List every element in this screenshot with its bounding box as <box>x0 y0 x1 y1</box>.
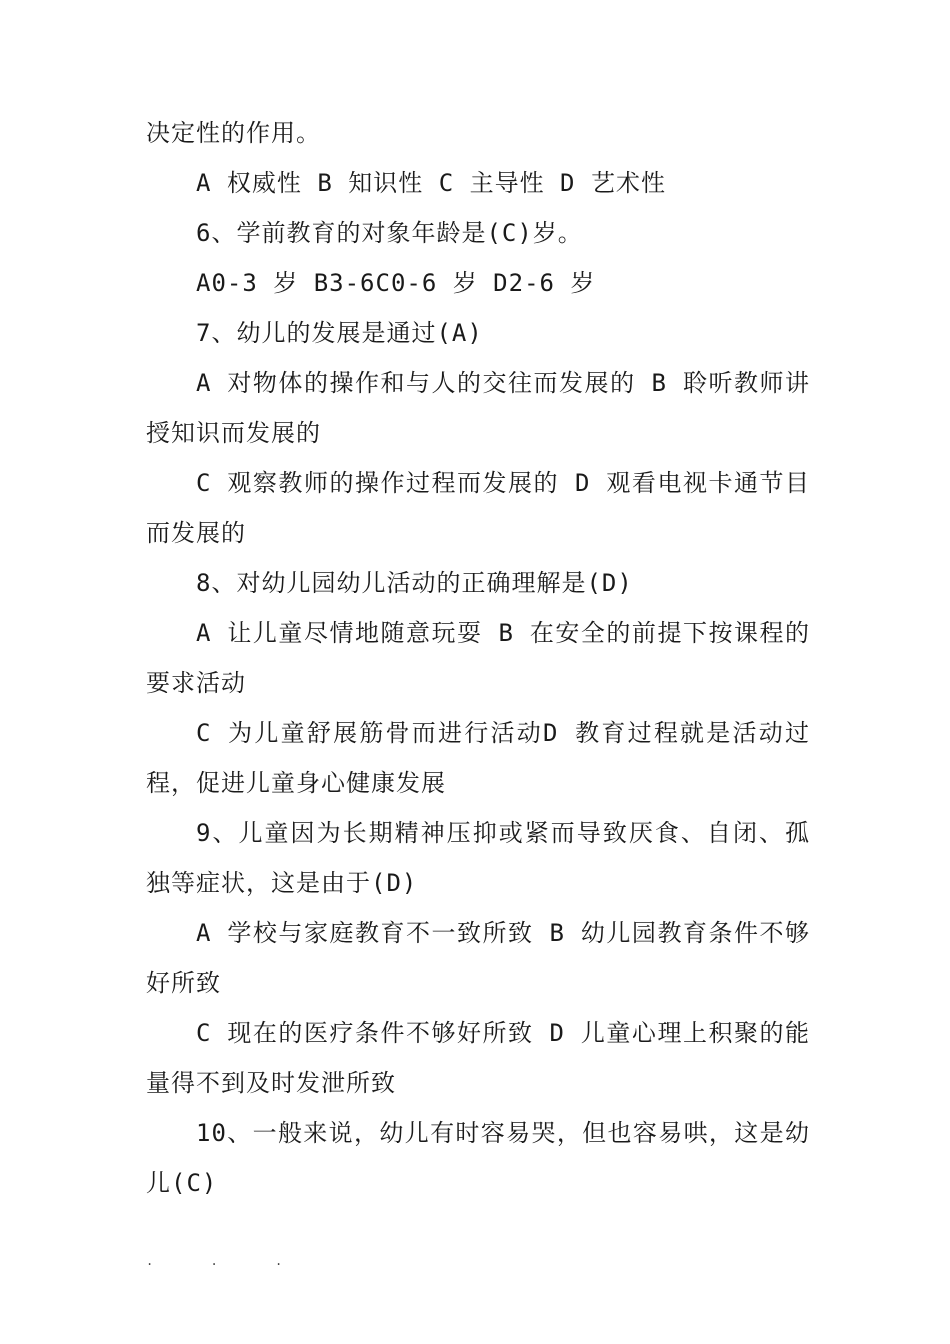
paragraph: A 权威性 B 知识性 C 主导性 D 艺术性 <box>196 169 666 197</box>
paragraph: A 让儿童尽情地随意玩耍 B 在安全的前提下按课程的要求活动 <box>146 619 810 697</box>
paragraph: 7、幼儿的发展是通过(A) <box>196 319 483 347</box>
paragraph: C 为儿童舒展筋骨而进行活动D 教育过程就是活动过程，促进儿童身心健康发展 <box>146 719 810 797</box>
paragraph: A 学校与家庭教育不一致所致 B 幼儿园教育条件不够好所致 <box>146 919 810 997</box>
footer-mark: . <box>274 1254 285 1268</box>
paragraph: C 现在的医疗条件不够好所致 D 儿童心理上积聚的能量得不到及时发泄所致 <box>146 1019 810 1097</box>
paragraph: A0-3 岁 B3-6C0-6 岁 D2-6 岁 <box>196 269 596 297</box>
footer-mark: . <box>146 1254 156 1268</box>
footer-marks <box>146 1254 330 1268</box>
paragraph: A 对物体的操作和与人的交往而发展的 B 聆听教师讲授知识而发展的 <box>146 369 810 447</box>
paragraph: 6、学前教育的对象年龄是(C)岁。 <box>196 219 583 247</box>
footer-mark: . <box>210 1254 220 1268</box>
paragraph: 10、一般来说，幼儿有时容易哭，但也容易哄，这是幼儿(C) <box>146 1119 810 1197</box>
paragraph: C 观察教师的操作过程而发展的 D 观看电视卡通节目而发展的 <box>146 469 810 547</box>
paragraph: 决定性的作用。 <box>146 119 321 147</box>
paragraph: 9、儿童因为长期精神压抑或紧而导致厌食、自闭、孤独等症状，这是由于(D) <box>146 819 810 897</box>
document-body <box>146 108 810 1208</box>
paragraph: 8、对幼儿园幼儿活动的正确理解是(D) <box>196 569 633 597</box>
